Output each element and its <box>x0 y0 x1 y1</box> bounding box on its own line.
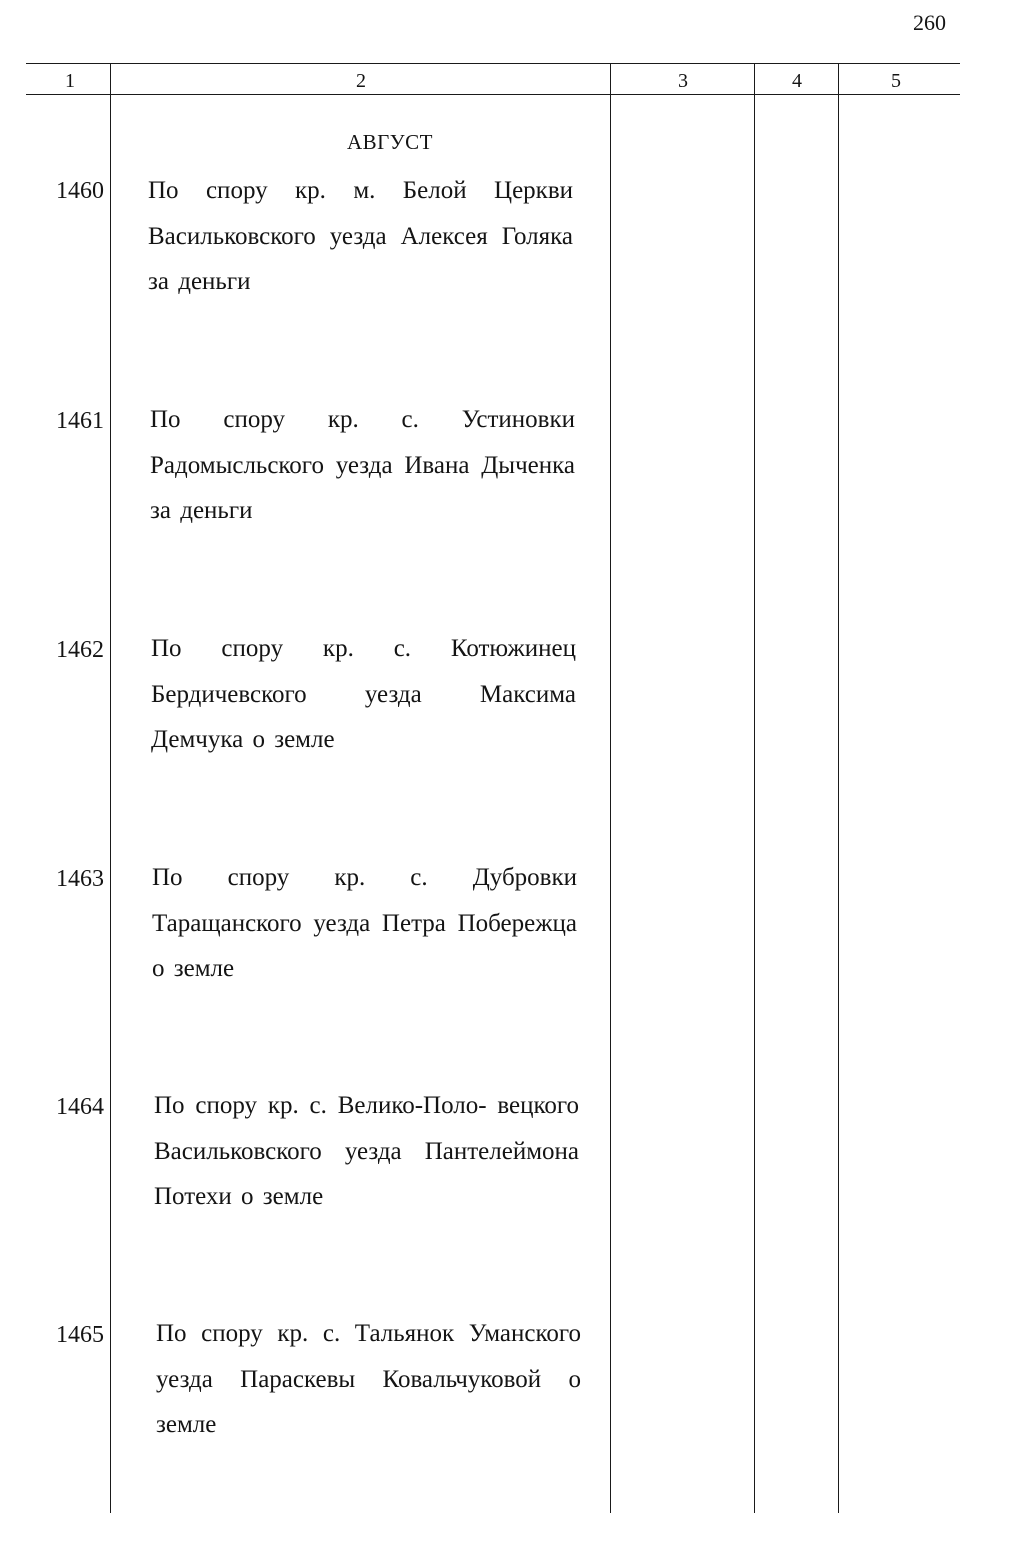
entry-number: 1460 <box>56 178 104 204</box>
column-header-5: 5 <box>891 70 901 92</box>
column-header-1: 1 <box>65 70 75 92</box>
column-divider-4 <box>838 63 839 1513</box>
column-divider-3 <box>754 63 755 1513</box>
column-header-4: 4 <box>792 70 802 92</box>
column-header-2: 2 <box>356 70 366 92</box>
entry-text: По спору кр. с. Котюжинец Бердичевского уезда Максима Демчука о земле <box>151 635 576 753</box>
entry-number: 1464 <box>56 1094 104 1120</box>
entry-number: 1465 <box>56 1322 104 1348</box>
column-header-3: 3 <box>678 70 688 92</box>
entry-text: По спору кр. с. Велико-Поло- вецкого Васильковского уезда Пантелеймона Потехи о земле <box>154 1092 579 1210</box>
header-bottom-rule <box>26 94 960 95</box>
entry-number: 1463 <box>56 866 104 892</box>
column-divider-2 <box>610 63 611 1513</box>
entry-text: По спору кр. с. Тальянок Уманского уезда Параскевы Ковальчуковой о земле <box>156 1320 581 1438</box>
month-label: АВГУСТ <box>346 130 433 154</box>
entry-number: 1461 <box>56 408 104 434</box>
entry-text: По спору кр. с. Устиновки Радомысльского уезда Ивана Дыченка за деньги <box>150 406 575 524</box>
entry-text: По спору кр. с. Дубровки Таращанского уезда Петра Побережца о земле <box>152 864 577 982</box>
entry-text: По спору кр. м. Белой Церкви Васильковского уезда Алексея Голяка за деньги <box>148 177 573 295</box>
column-divider-1 <box>110 63 111 1513</box>
page-number: 260 <box>913 10 946 35</box>
entry-number: 1462 <box>56 637 104 663</box>
header-top-rule <box>26 63 960 64</box>
